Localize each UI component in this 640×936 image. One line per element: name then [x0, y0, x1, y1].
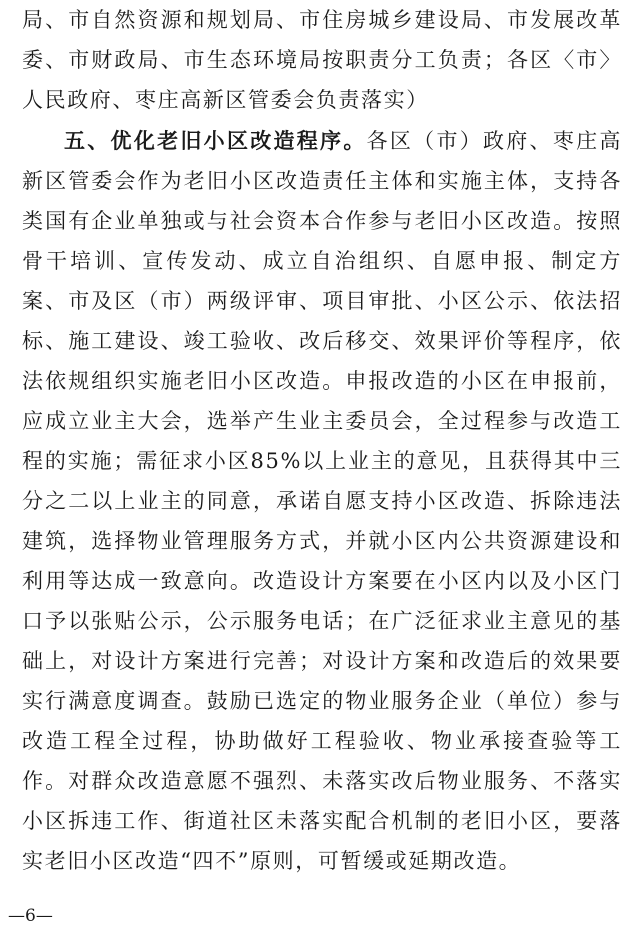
section-heading: 五、优化老旧小区改造程序。: [64, 129, 367, 153]
page-number: —6—: [8, 906, 53, 926]
continued-paragraph: 局、市自然资源和规划局、市住房城乡建设局、市发展改革委、市财政局、市生态环境局按职责分工负责；各区〈市〉人民政府、枣庄高新区管委会负责落实）: [22, 8, 622, 112]
section-body: 各区（市）政府、枣庄高新区管委会作为老旧小区改造责任主体和实施主体，支持各类国有企业单独或与社会资本合作参与老旧小区改造。按照骨干培训、宣传发动、成立自治组织、自愿申报、制定方案、市及区（市）两级评审、项目审批、小区公示、依法招标、施工建设、竣工验收、改后移交、效果评价等程序，依法依规组织实施老旧小区改造。申报改造的小区在申报前，应成立业主大会，选举产生业主委员会，全过程参与改造工程的实施；需征求小区85%以上业主的意见，且获得其中三分之二以上业主的同意，承诺自愿支持小区改造、拆除违法建筑，选择物业管理服务方式，并就小区内公共资源建设和利用等达成一致意向。改造设计方案要在小区内以及小区门口予以张贴公示，公示服务电话；在广泛征求业主意见的基础上，对设计方案进行完善；对设计方案和改造后的效果要实行满意度调查。鼓励已选定的物业服务企业（单位）参与改造工程全过程，协助做好工程验收、物业承接查验等工作。对群众改造意愿不强烈、未落实改后物业服务、不落实小区拆违工作、街道社区未落实配合机制的老旧小区，要落实老旧小区改造“四不”原则，可暂缓或延期改造。: [22, 129, 622, 873]
section-five-paragraph: [22, 121, 622, 881]
